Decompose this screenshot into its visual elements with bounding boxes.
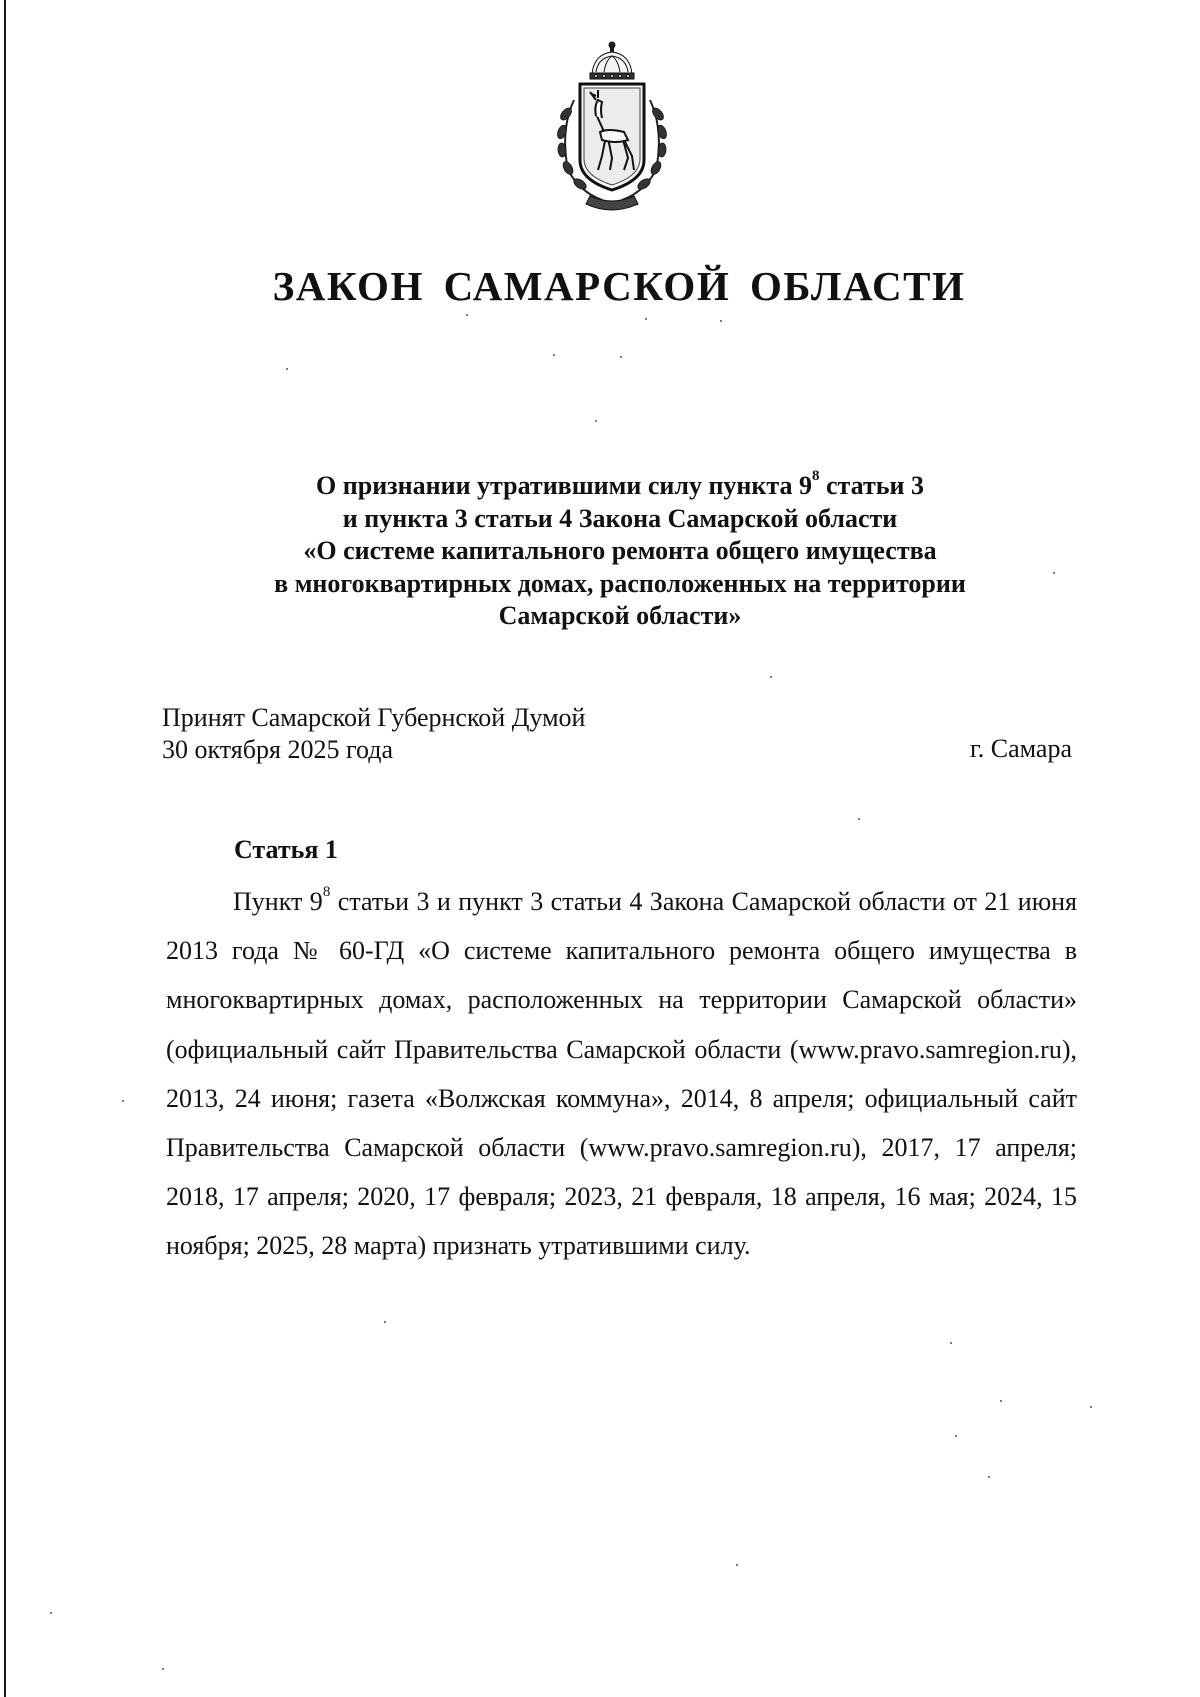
- crown-icon: [590, 42, 634, 79]
- scan-speck: [286, 368, 288, 370]
- adopted-by: Принят Самарской Губернской Думой: [162, 703, 586, 732]
- law-subject: [180, 470, 1060, 633]
- scan-speck: [720, 320, 722, 322]
- document-title: ЗАКОН САМАРСКОЙ ОБЛАСТИ: [272, 263, 966, 309]
- scan-speck: [950, 1342, 952, 1344]
- scan-speck: [988, 1476, 990, 1478]
- ribbon-icon: [586, 196, 638, 210]
- scan-speck: [770, 676, 772, 678]
- scan-speck: [955, 1435, 957, 1437]
- scan-speck: [645, 318, 647, 320]
- article-heading: Статья 1: [234, 835, 338, 864]
- scan-speck: [122, 1100, 124, 1102]
- adoption-date: 30 октября 2025 года: [162, 735, 393, 764]
- adoption-info: [162, 702, 585, 766]
- scan-speck: [50, 1612, 52, 1614]
- scan-speck: [384, 1321, 386, 1323]
- scan-speck: [162, 1668, 164, 1670]
- subject-line-5: Самарской области»: [498, 601, 742, 630]
- scan-speck: [736, 1564, 738, 1566]
- subject-line-3: «О системе капитального ремонта общего имущества: [303, 536, 937, 565]
- article-text: Пункт $9^8$ статьи 3 и пункт 3 статьи 4 Закона Самарской области от 21 июня 2013 года № 60-ГД «О системе капитального ремонта общего имущества в многоквартирных домах, расположенных на территории Самарской области» (официальный сайт Правительства Самарской области (www.pravo.samregion.ru), 2013, 24 июня; газета «Волжская коммуна», 2014, 8 апреля; официальный сайт Правительства Самарской области (www.pravo.samregion.ru), 2017, 17 апреля; 2018, 17 апреля; 2020, 17 февраля; 2023, 21 февраля, 18 апреля, 16 мая; 2024, 15 ноября; 2025, 28 марта) признать утратившими силу.: [166, 884, 1078, 1261]
- scan-edge-line: [4, 0, 6, 1697]
- scan-speck: [595, 420, 597, 422]
- subject-line-2: и пункта 3 статьи 4 Закона Самарской области: [342, 503, 898, 533]
- scan-speck: [1000, 1400, 1002, 1402]
- scan-speck: [620, 356, 622, 358]
- coat-of-arms-emblem: [536, 40, 688, 214]
- scan-speck: [1090, 1406, 1092, 1408]
- scan-speck: [466, 314, 468, 316]
- city: г. Самара: [970, 734, 1072, 763]
- scan-speck: [1053, 572, 1055, 574]
- scan-speck: [858, 818, 860, 820]
- subject-line-1: О признании утратившими силу пункта $9^8$ статьи 3: [316, 468, 924, 500]
- scan-speck: [553, 354, 555, 356]
- subject-line-4: в многоквартирных домах, расположенных на территории: [274, 568, 966, 598]
